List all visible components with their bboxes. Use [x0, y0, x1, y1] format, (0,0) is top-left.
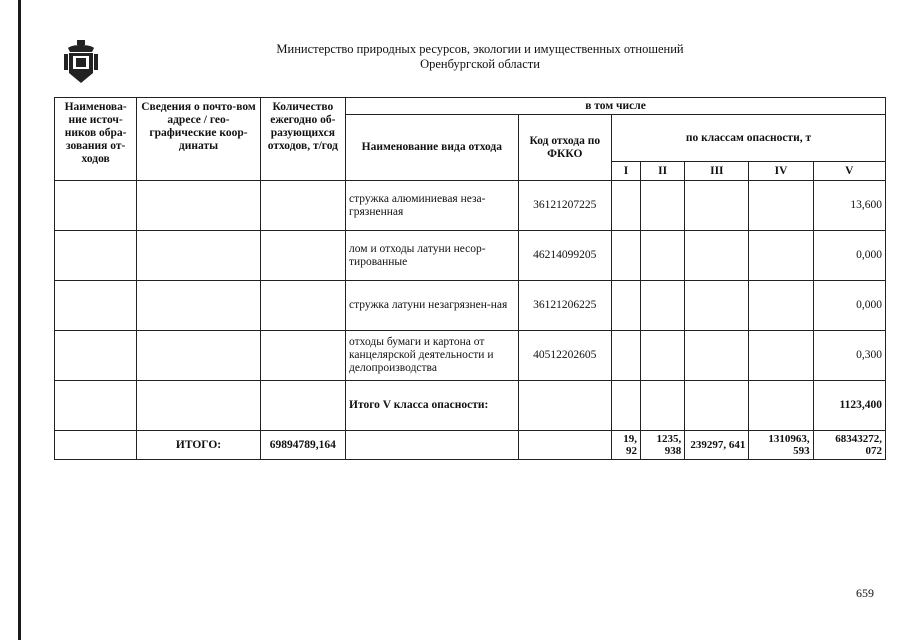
table-row	[55, 331, 886, 381]
total-class-1: 19, 92	[611, 431, 640, 460]
coat-of-arms-icon	[64, 40, 98, 84]
total-class-5: 68343272, 072	[813, 431, 885, 460]
class-header-5: V	[813, 162, 885, 181]
class-v-value: 0,000	[813, 281, 885, 331]
waste-code: 36121206225	[518, 281, 611, 331]
class-header-3: III	[685, 162, 749, 181]
class-v-value: 13,600	[813, 181, 885, 231]
subtotal-value: 1123,400	[813, 381, 885, 431]
total-row	[55, 431, 886, 460]
class-v-value: 0,000	[813, 231, 885, 281]
waste-name: стружка алюминиевая неза-грязненная	[346, 181, 519, 231]
total-class-2: 1235, 938	[641, 431, 685, 460]
page-edge-line	[18, 0, 21, 640]
waste-table	[54, 97, 886, 460]
col-header-waste-type: Наименование вида отхода	[346, 115, 519, 181]
total-label: ИТОГО:	[137, 431, 260, 460]
waste-name: стружка латуни незагрязнен-ная	[346, 281, 519, 331]
total-class-4: 1310963, 593	[749, 431, 813, 460]
col-header-fkko-code: Код отхода по ФККО	[518, 115, 611, 181]
waste-code: 46214099205	[518, 231, 611, 281]
ministry-name: Министерство природных ресурсов, экологии и имущественных отношений	[276, 42, 684, 56]
document-header	[230, 42, 730, 72]
region-name: Оренбургской области	[420, 57, 540, 71]
class-v-value: 0,300	[813, 331, 885, 381]
waste-name: лом и отходы латуни несор-тированные	[346, 231, 519, 281]
col-header-sources: Наименова-ние источ-ников обра-зования от-ходов	[55, 98, 137, 181]
table-row	[55, 281, 886, 331]
total-quantity: 69894789,164	[260, 431, 345, 460]
class-header-1: I	[611, 162, 640, 181]
subtotal-row	[55, 381, 886, 431]
class-header-2: II	[641, 162, 685, 181]
col-header-hazard-classes: по классам опасности, т	[611, 115, 885, 162]
page-number: 659	[856, 586, 874, 600]
col-header-address: Сведения о почто-вом адресе / гео-графические коор-динаты	[137, 98, 260, 181]
total-class-3: 239297, 641	[685, 431, 749, 460]
table-row	[55, 181, 886, 231]
waste-code: 40512202605	[518, 331, 611, 381]
col-header-quantity: Количество ежегодно об-разующихся отходов, т/год	[260, 98, 345, 181]
waste-code: 36121207225	[518, 181, 611, 231]
col-header-including: в том числе	[346, 98, 886, 115]
table-row	[55, 231, 886, 281]
subtotal-label: Итого V класса опасности:	[346, 381, 519, 431]
waste-name: отходы бумаги и картона от канцелярской деятельности и делопроизводства	[346, 331, 519, 381]
class-header-4: IV	[749, 162, 813, 181]
